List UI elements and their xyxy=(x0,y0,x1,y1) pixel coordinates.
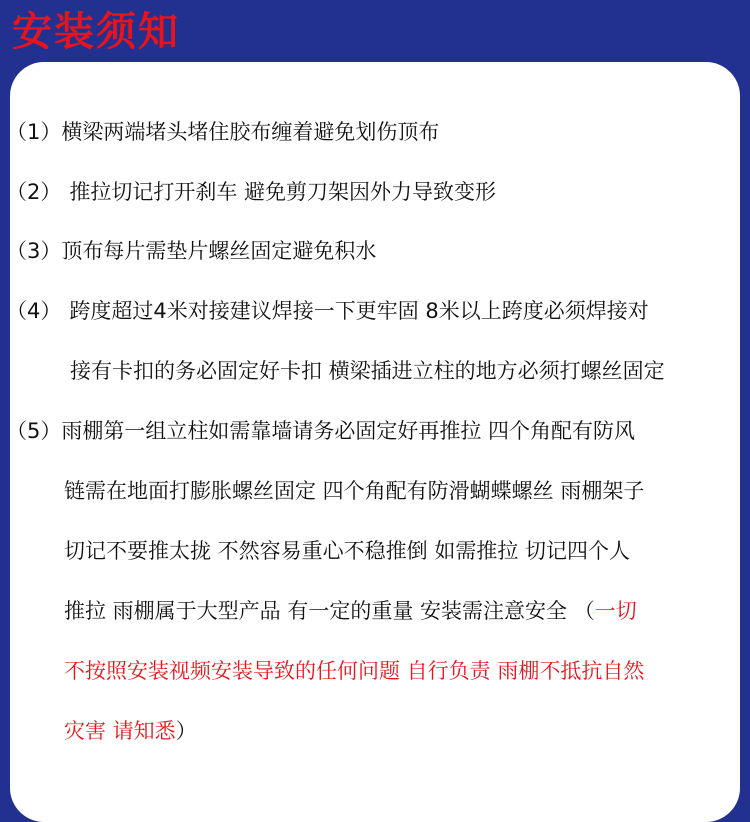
disclaimer-text: 灾害 请知悉 xyxy=(64,719,176,743)
item-number: （4） xyxy=(6,299,62,323)
safety-note: 推拉 雨棚属于大型产品 有一定的重量 安装需注意安全 （ xyxy=(64,599,595,623)
item-text: 跨度超过4米对接建议焊接一下更牢固 8米以上跨度必须焊接对 xyxy=(69,299,649,323)
item-text: 横梁两端堵头堵住胶布缠着避免划伤顶布 xyxy=(61,120,440,144)
item-text: 推拉切记打开刹车 避免剪刀架因外力导致变形 xyxy=(69,180,497,204)
item-number: （3） xyxy=(6,239,62,263)
disclaimer-text: 一切 xyxy=(594,599,637,623)
list-item xyxy=(6,296,649,326)
item-continuation: 切记不要推太拢 不然容易重心不稳推倒 如需推拉 切记四个人 xyxy=(64,539,631,563)
item-text: 顶布每片需垫片螺丝固定避免积水 xyxy=(61,239,377,263)
item-continuation: 接有卡扣的务必固定好卡扣 横梁插进立柱的地方必须打螺丝固定 xyxy=(70,359,665,383)
item-continuation: 链需在地面打膨胀螺丝固定 四个角配有防滑蝴蝶螺丝 雨棚架子 xyxy=(64,479,645,503)
list-item xyxy=(6,416,635,446)
page-title: 安装须知 xyxy=(12,9,180,55)
disclaimer-text: 不按照安装视频安装导致的任何问题 自行负责 雨棚不抵抗自然 xyxy=(64,659,645,683)
item-text: 雨棚第一组立柱如需靠墙请务必固定好再推拉 四个角配有防风 xyxy=(61,419,636,443)
item-number: （1） xyxy=(6,120,62,144)
item-number: （2） xyxy=(6,180,62,204)
item-number: （5） xyxy=(6,419,62,443)
item-continuation xyxy=(64,716,197,746)
list-item xyxy=(6,177,496,207)
item-continuation xyxy=(64,596,637,626)
closing-paren: ） xyxy=(175,719,197,743)
list-item xyxy=(6,117,439,147)
list-item xyxy=(6,236,376,266)
